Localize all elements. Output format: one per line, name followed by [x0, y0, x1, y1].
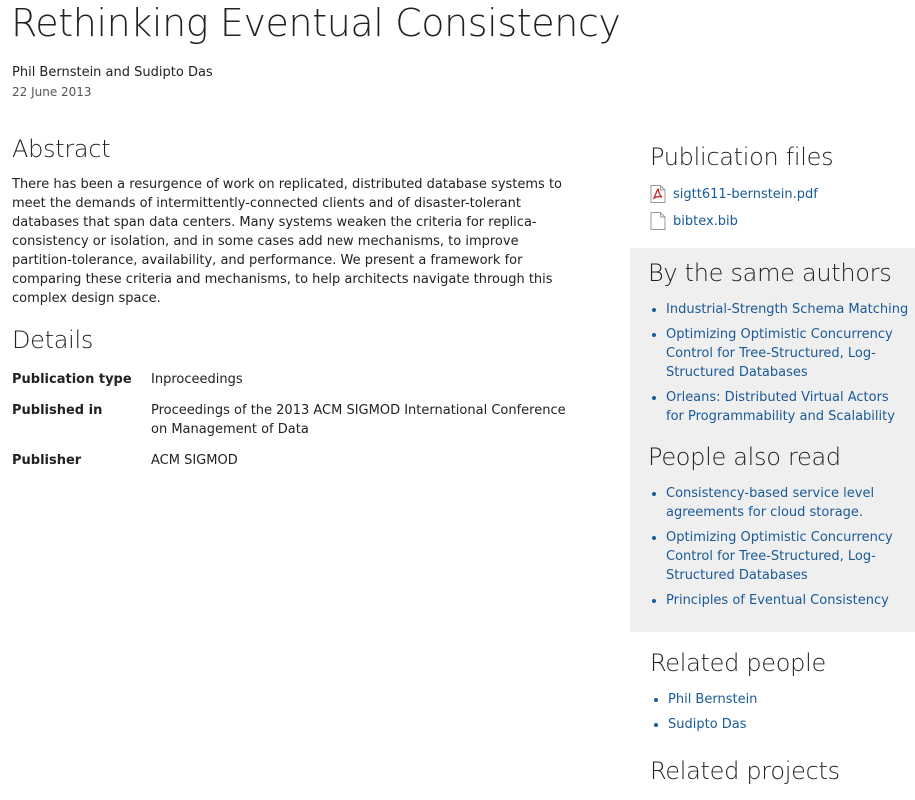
also-read-link[interactable]: Consistency-based service level agreements for cloud storage.	[666, 486, 875, 520]
file-item	[650, 184, 915, 204]
also-read-link[interactable]: Optimizing Optimistic Concurrency Control for Tree-Structured, Log-Structured Databases	[666, 530, 893, 583]
same-authors-list	[648, 300, 909, 426]
person-link[interactable]: Phil Bernstein	[668, 692, 758, 707]
bibtex-file-link[interactable]: bibtex.bib	[673, 213, 738, 229]
authors-line: Phil Bernstein and Sudipto Das	[12, 65, 213, 80]
abstract-text: There has been a resurgence of work on replicated, distributed database systems to meet the demands of intermittently-connected clients and of disaster-tolerant databases that span data centers. Many systems weaken the criteria for replica-consistency or isolation, and in some cases add new mechanisms, to improve partition-tolerance, availability, and performance. We present a framework for comparing these criteria and mechanisms, to help architects navigate through this complex design space.	[12, 177, 563, 306]
details-row	[12, 370, 571, 401]
list-item	[666, 388, 909, 426]
publication-date: 22 June 2013	[12, 85, 92, 99]
list-item	[666, 528, 909, 585]
publication-files-heading: Publication files	[650, 143, 834, 171]
related-publications-panel	[630, 248, 915, 632]
list-item	[666, 591, 909, 610]
list-item	[666, 484, 909, 522]
related-projects-heading: Related projects	[650, 757, 840, 785]
details-table	[12, 370, 571, 482]
also-read-link[interactable]: Principles of Eventual Consistency	[666, 593, 889, 608]
same-authors-link[interactable]: Optimizing Optimistic Concurrency Control for Tree-Structured, Log-Structured Databases	[666, 327, 893, 380]
text-file-icon	[650, 212, 666, 230]
same-authors-link[interactable]: Orleans: Distributed Virtual Actors for Programmability and Scalability	[666, 390, 895, 424]
related-people-list	[650, 690, 915, 734]
file-item	[650, 211, 915, 231]
main-content	[12, 133, 577, 482]
details-value: Inproceedings	[151, 372, 243, 387]
details-row	[12, 401, 571, 451]
list-item	[666, 300, 909, 319]
details-label: Published in	[12, 403, 103, 418]
list-item	[668, 690, 915, 709]
publication-files-list	[650, 184, 915, 231]
same-authors-link[interactable]: Industrial-Strength Schema Matching	[666, 302, 909, 317]
details-label: Publication type	[12, 372, 132, 387]
person-link[interactable]: Sudipto Das	[668, 717, 747, 732]
list-item	[668, 715, 915, 734]
page-title: Rethinking Eventual Consistency	[11, 1, 621, 45]
abstract-heading: Abstract	[12, 135, 111, 163]
also-read-list	[648, 484, 909, 610]
details-label: Publisher	[12, 453, 82, 468]
details-row	[12, 451, 571, 482]
details-value: Proceedings of the 2013 ACM SIGMOD International Conference on Management of Data	[151, 403, 566, 437]
pdf-file-icon	[650, 185, 666, 203]
sidebar	[630, 140, 915, 788]
list-item	[666, 325, 909, 382]
also-read-heading: People also read	[648, 443, 841, 471]
publication-files-section	[630, 140, 915, 231]
details-heading: Details	[12, 326, 94, 354]
related-people-heading: Related people	[650, 649, 826, 677]
pdf-file-link[interactable]: sigtt611-bernstein.pdf	[673, 186, 818, 202]
details-value: ACM SIGMOD	[151, 453, 238, 468]
related-people-section	[630, 632, 915, 788]
same-authors-heading: By the same authors	[648, 259, 892, 287]
